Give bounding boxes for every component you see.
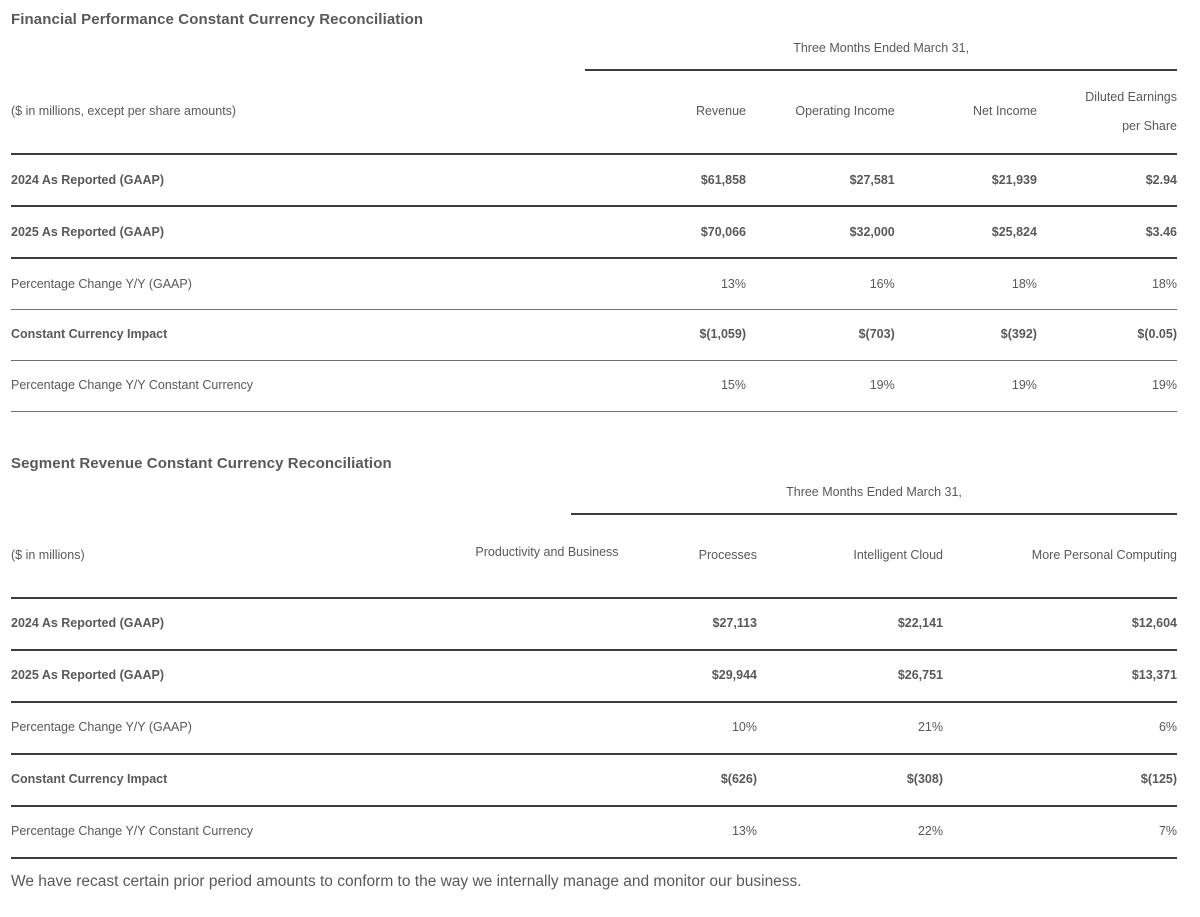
financial-performance-title: Financial Performance Constant Currency Reconciliation <box>11 11 424 28</box>
financial-performance-table <box>11 28 1177 412</box>
column-header-operating-income <box>746 70 895 152</box>
row-cell: $61,858 <box>700 172 746 187</box>
row-cell: $(125) <box>1140 772 1178 786</box>
segment-revenue-section <box>11 445 1177 892</box>
table-row <box>11 154 1177 204</box>
row-cell: 19% <box>1151 378 1177 393</box>
unit-label: ($ in millions, except per share amounts) <box>11 104 237 118</box>
row-cell: 13% <box>720 276 746 291</box>
unit-label: ($ in millions) <box>11 547 85 562</box>
column-header-net-income <box>895 70 1037 152</box>
row-cell: 6% <box>1158 720 1178 734</box>
row-cell: 21% <box>917 720 943 734</box>
row-cell: $26,751 <box>897 668 943 682</box>
row-cell: $(626) <box>720 772 757 786</box>
column-header-diluted-eps <box>1037 70 1177 152</box>
column-header-revenue <box>585 70 746 152</box>
row-cell: $(0.05) <box>1137 327 1177 342</box>
column-header-intelligent-cloud-line2: Intelligent Cloud <box>853 547 943 562</box>
row-cell: $32,000 <box>849 224 895 239</box>
table-row <box>11 309 1177 359</box>
period-spacer-cell <box>11 472 571 512</box>
financial-performance-section <box>11 0 1177 412</box>
column-header-diluted-eps-line2: per Share <box>1122 118 1177 133</box>
row-cell: $(1,059) <box>699 327 746 342</box>
row-cell: $29,944 <box>711 668 757 682</box>
table-row <box>11 702 1177 752</box>
row-cell: $27,581 <box>849 172 895 187</box>
row-cell: 16% <box>869 276 895 291</box>
table-bottom-rule <box>11 410 1177 411</box>
row-cell: $(308) <box>906 772 943 786</box>
row-cell: 18% <box>1011 276 1037 291</box>
row-label: Percentage Change Y/Y Constant Currency <box>11 824 254 838</box>
column-header-diluted-eps-line1: Diluted Earnings <box>1085 89 1177 104</box>
row-cell: $70,066 <box>700 224 746 239</box>
row-label: 2025 As Reported (GAAP) <box>11 668 165 682</box>
row-cell: 10% <box>731 720 757 734</box>
column-header-operating-income-line2: Operating Income <box>795 104 895 118</box>
table-row <box>11 206 1177 256</box>
segment-revenue-table <box>11 472 1177 859</box>
table-row <box>11 806 1177 856</box>
row-label: Constant Currency Impact <box>11 772 168 786</box>
table-row <box>11 598 1177 648</box>
row-cell: 7% <box>1158 824 1178 838</box>
period-header-row <box>11 28 1177 68</box>
segment-revenue-title: Segment Revenue Constant Currency Reconciliation <box>11 454 392 472</box>
column-header-more-personal-computing-line2: More Personal Computing <box>1031 547 1178 562</box>
column-header-productivity-business-processes-line2: Processes <box>698 547 757 562</box>
row-label: Percentage Change Y/Y (GAAP) <box>11 720 192 734</box>
period-spacer-cell <box>11 28 585 68</box>
table-row <box>11 754 1177 804</box>
row-cell: 15% <box>720 378 746 393</box>
row-cell: $21,939 <box>991 172 1037 187</box>
row-cell: $(392) <box>1000 327 1037 342</box>
table-bottom-rule-row <box>11 410 1177 411</box>
column-header-net-income-line2: Net Income <box>973 104 1037 118</box>
row-cell: $12,604 <box>1131 616 1178 630</box>
table-row <box>11 258 1177 308</box>
row-cell: $22,141 <box>897 616 943 630</box>
row-cell: 22% <box>917 824 943 838</box>
row-cell: $13,371 <box>1131 668 1178 682</box>
row-label: Constant Currency Impact <box>11 327 168 342</box>
row-label: Percentage Change Y/Y Constant Currency <box>11 378 254 393</box>
row-cell: $27,113 <box>712 616 757 630</box>
period-header-label: Three Months Ended March 31, <box>786 484 962 499</box>
row-label: 2024 As Reported (GAAP) <box>11 172 165 187</box>
column-header-intelligent-cloud <box>757 514 943 596</box>
row-cell: 13% <box>731 824 757 838</box>
row-cell: 19% <box>869 378 895 393</box>
recast-footnote: We have recast certain prior period amounts to conform to the way we internally manage and monitor our business. <box>11 872 802 890</box>
column-header-productivity-business-processes <box>475 514 757 596</box>
row-cell: $2.94 <box>1145 172 1177 187</box>
column-header-revenue-line2: Revenue <box>695 104 746 118</box>
row-label: 2024 As Reported (GAAP) <box>11 616 165 630</box>
table-bottom-rule-row <box>11 856 1177 858</box>
row-label: 2025 As Reported (GAAP) <box>11 224 165 239</box>
period-header-label: Three Months Ended March 31, <box>793 41 969 55</box>
row-cell: $(703) <box>858 327 895 342</box>
column-header-row <box>11 514 1177 596</box>
table-bottom-rule <box>11 856 1177 858</box>
table-row <box>11 360 1177 410</box>
column-header-more-personal-computing <box>943 514 1177 596</box>
row-cell: $3.46 <box>1145 224 1177 239</box>
column-header-row <box>11 70 1177 152</box>
column-header-productivity-business-processes-line1: Productivity and Business <box>475 544 619 559</box>
period-header-row <box>11 472 1177 512</box>
row-cell: 18% <box>1151 276 1177 291</box>
row-cell: 19% <box>1011 378 1037 393</box>
table-row <box>11 650 1177 700</box>
row-label: Percentage Change Y/Y (GAAP) <box>11 276 192 291</box>
row-cell: $25,824 <box>991 224 1037 239</box>
